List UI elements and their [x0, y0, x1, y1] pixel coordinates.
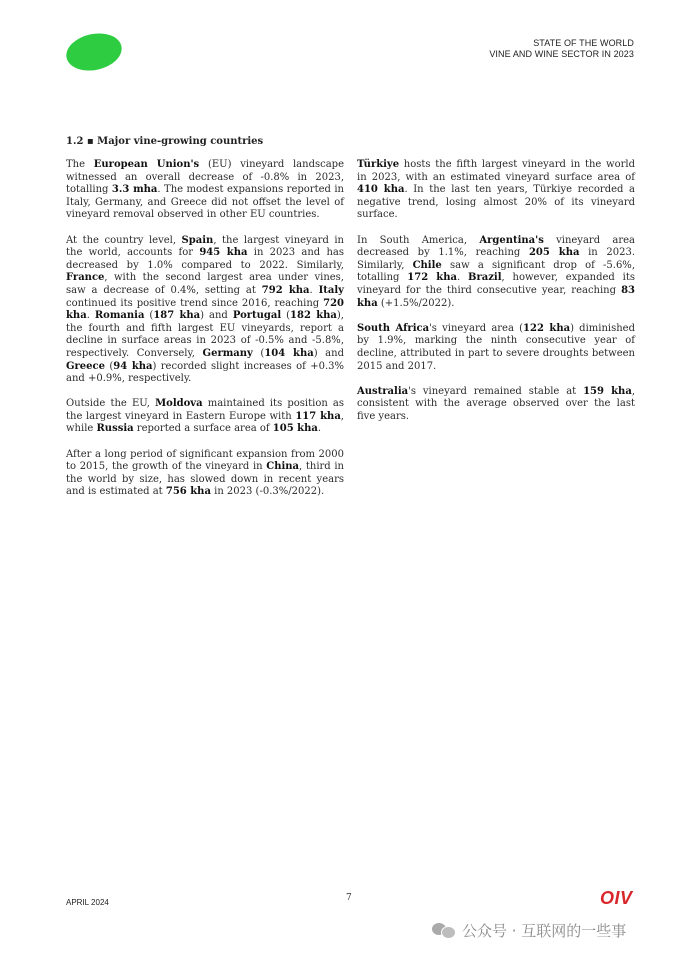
paragraph-south-america: In South America, Argentina's vineyard area decreased by 1.1%, reaching 205 kha in 2023. Similarly, Chile saw a significant drop of -5.6%, totalling 172 kha. Brazil, however, expanded its vineyard for the third consecutive year, reaching 83 kha (+1.5%/2022).	[357, 234, 636, 309]
paragraph-eu: The European Union's (EU) vineyard landscape witnessed an overall decrease of -0.8% in 2023, totalling 3.3 mha. The modest expansions reported in Italy, Germany, and Greece did not offset the level of vineyard removal observed in other EU countries.	[66, 159, 345, 221]
page-number: 7	[346, 893, 352, 903]
header-line-2: VINE AND WINE SECTOR IN 2023	[489, 49, 634, 59]
paragraph-south-africa: South Africa's vineyard area (122 kha) diminished by 1.9%, marking the ninth consecutive year of decline, attributed in part to severe droughts between 2015 and 2017.	[357, 322, 635, 372]
paragraph-outside-eu: Outside the EU, Moldova maintained its position as the largest vineyard in Eastern Europe with 117 kha, while Russia reported a surface area of 105 kha.	[66, 398, 344, 435]
document-header	[489, 38, 634, 60]
section-title: 1.2 ▪ Major vine-growing countries	[66, 136, 264, 147]
paragraph-china: After a long period of significant expansion from 2000 to 2015, the growth of the vineyard in China, third in the world by size, has slowed down in recent years and is estimated at 756 kha in 2023 (-0.3%/2022).	[66, 448, 344, 498]
paragraph-country-level: At the country level, Spain, the largest vineyard in the world, accounts for 945 kha in 2023 and has decreased by 1.0% compared to 2022. Similarly, France, with the second largest area under vines, saw a decrease of 0.4%, setting at 792 kha. Italy continued its positive trend since 2016, reaching 720 kha. Romania (187 kha) and Portugal (182 kha), the fourth and fifth largest EU vineyards, report a decline in surface areas in 2023 of -0.5% and -5.8%, respectively. Conversely, Germany (104 kha) and Greece (94 kha) recorded slight increases of +0.3% and +0.9%, respectively.	[66, 234, 345, 385]
green-blob-logo	[63, 29, 125, 76]
right-column	[357, 159, 635, 436]
watermark	[432, 918, 626, 942]
paragraph-turkiye: Türkiye hosts the fifth largest vineyard in the world in 2023, with an estimated vineyard surface area of 410 kha. In the last ten years, Türkiye recorded a negative trend, losing almost 20% of its vineyard surface.	[357, 159, 635, 221]
header-line-1: STATE OF THE WORLD	[533, 38, 634, 48]
wechat-icon	[432, 921, 456, 939]
oiv-logo: OIV	[600, 888, 633, 908]
left-column	[66, 159, 344, 512]
footer-date: APRIL 2024	[66, 898, 109, 907]
paragraph-australia: Australia's vineyard remained stable at 159 kha, consistent with the average observed over the last five years.	[357, 385, 635, 422]
watermark-text: 公众号 · 互联网的一些事	[462, 921, 627, 940]
